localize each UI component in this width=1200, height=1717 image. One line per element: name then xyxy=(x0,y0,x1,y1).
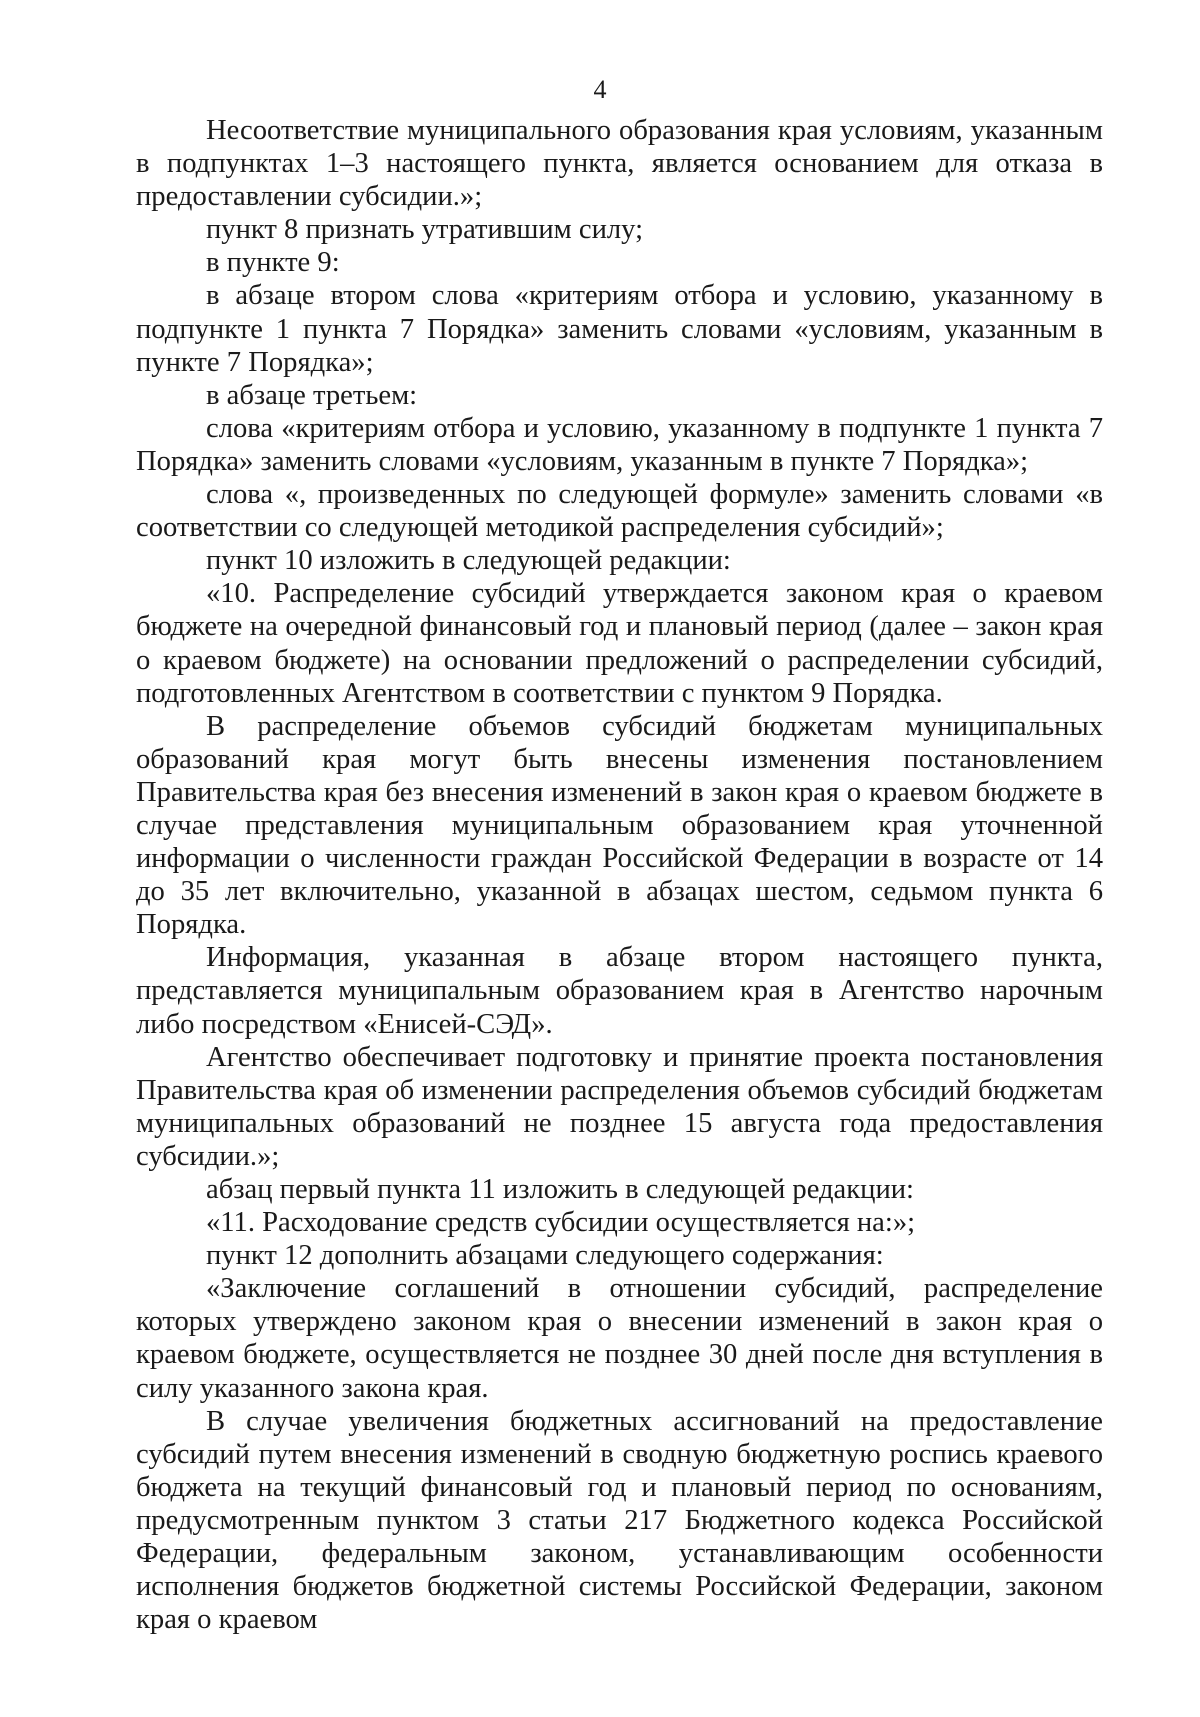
paragraph: Агентство обеспечивает подготовку и принятие проекта постановления Правительства края об изменении распределения объемов субсидий бюджетам муниципальных образований не позднее 15 августа года предоставления субсидии.»; xyxy=(136,1041,1103,1172)
paragraph: «11. Расходование средств субсидии осуществляется на:»; xyxy=(206,1207,916,1239)
paragraph: Информация, указанная в абзаце втором настоящего пункта, представляется муниципальным образованием края в Агентство нарочным либо посредством «Енисей-СЭД». xyxy=(136,942,1103,1040)
paragraph: Несоответствие муниципального образования края условиям, указанным в подпунктах 1–3 настоящего пункта, является основанием для отказа в предоставлении субсидии.»; xyxy=(136,115,1103,213)
paragraph: пункт 8 признать утратившим силу; xyxy=(206,214,644,246)
paragraph: абзац первый пункта 11 изложить в следующей редакции: xyxy=(206,1174,914,1205)
paragraph: в абзаце третьем: xyxy=(206,379,418,411)
paragraph: «Заключение соглашений в отношении субсидий, распределение которых утверждено законом края о внесении изменений в закон края о краевом бюджете, осуществляется не позднее 30 дней после дня вступления в силу указанного закона края. xyxy=(136,1273,1103,1404)
paragraph: В случае увеличения бюджетных ассигнований на предоставление субсидий путем внесения изменений в сводную бюджетную роспись краевого бюджета на текущий финансовый год и плановый период по основаниям, предусмотренным пунктом 3 статьи 217 Бюджетного кодекса Российской Федерации, федеральным законом, устанавливающим особенности исполнения бюджетов бюджетной системы Российской Федерации, законом края о краевом xyxy=(136,1405,1103,1636)
page-number: 4 xyxy=(593,75,607,104)
paragraph: слова «, произведенных по следующей формуле» заменить словами «в соответствии со следующей методикой распределения субсидий»; xyxy=(136,479,1103,544)
paragraph: В распределение объемов субсидий бюджетам муниципальных образований края могут быть внесены изменения постановлением Правительства края без внесения изменений в закон края о краевом бюджете в случае представления муниципальным образованием края уточненной информации о численности граждан Российской Федерации в возрасте от 14 до 35 лет включительно, указанной в абзацах шестом, седьмом пункта 6 Порядка. xyxy=(136,710,1103,941)
paragraph: слова «критериям отбора и условию, указанному в подпункте 1 пункта 7 Порядка» заменить словами «условиям, указанным в пункте 7 Порядка»; xyxy=(136,412,1103,477)
paragraph: в пункте 9: xyxy=(206,247,340,279)
paragraph: в абзаце втором слова «критериям отбора и условию, указанному в подпункте 1 пункта 7 Порядка» заменить словами «условиям, указанным в пункте 7 Порядка»; xyxy=(136,280,1103,378)
paragraph: пункт 10 изложить в следующей редакции: xyxy=(206,545,731,577)
document-body xyxy=(136,114,1103,1636)
paragraph: пункт 12 дополнить абзацами следующего содержания: xyxy=(206,1240,884,1272)
paragraph: «10. Распределение субсидий утверждается законом края о краевом бюджете на очередной финансовый год и плановый период (далее – закон края о краевом бюджете) на основании предложений о распределении субсидий, подготовленных Агентством в соответствии с пунктом 9 Порядка. xyxy=(136,578,1103,709)
